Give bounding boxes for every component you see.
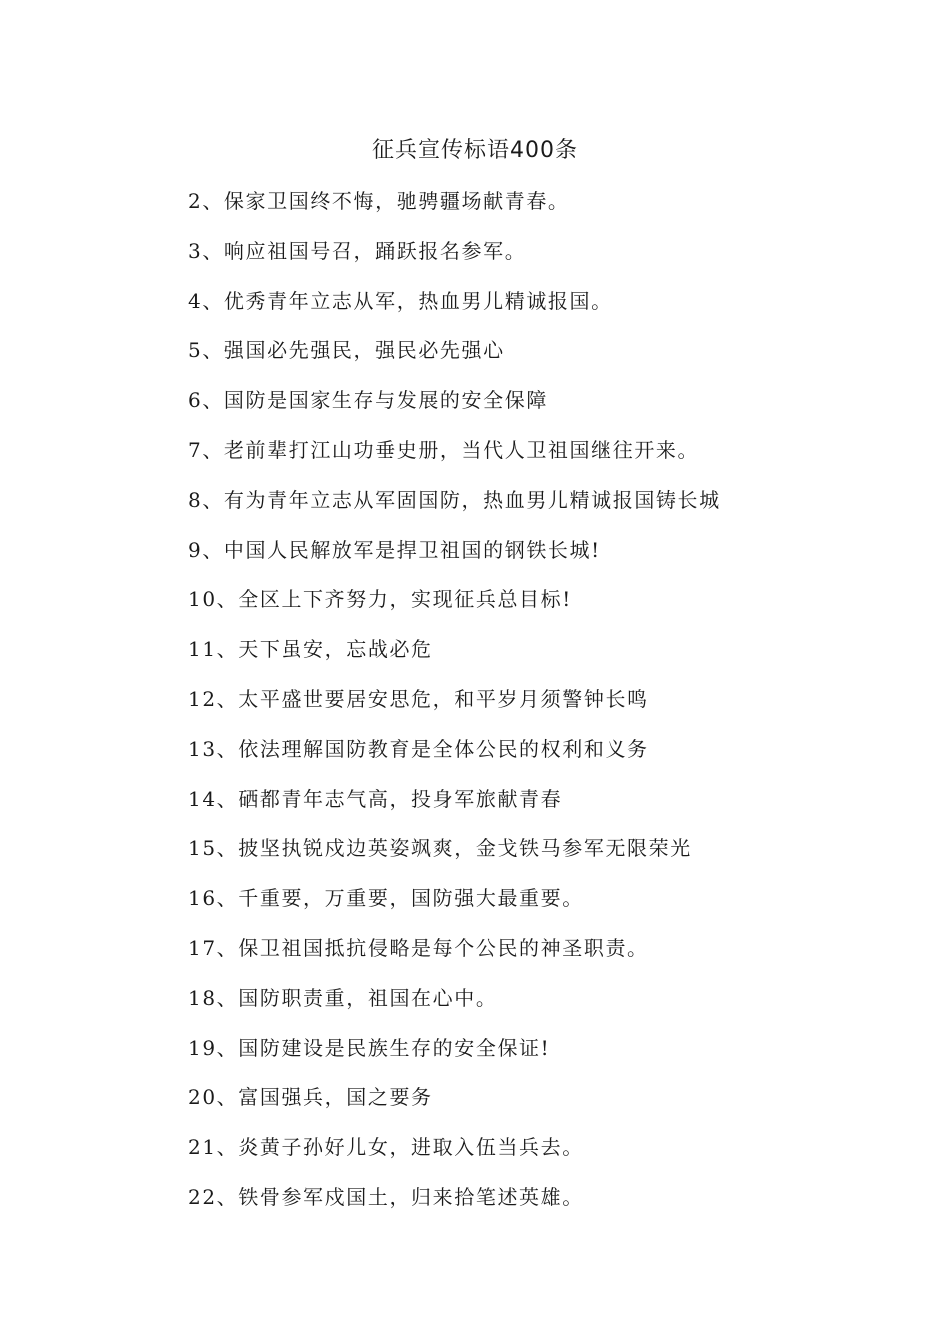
list-item: 5、强国必先强民，强民必先强心 <box>188 338 505 363</box>
list-item: 7、老前辈打江山功垂史册，当代人卫祖国继往开来。 <box>188 437 700 462</box>
list-item: 18、国防职责重，祖国在心中。 <box>188 985 498 1010</box>
list-item: 17、保卫祖国抵抗侵略是每个公民的神圣职责。 <box>188 935 649 960</box>
list-item: 21、炎黄子孙好儿女，进取入伍当兵去。 <box>188 1135 584 1160</box>
list-item: 13、依法理解国防教育是全体公民的权利和义务 <box>188 736 649 761</box>
list-item: 2、保家卫国终不悔，驰骋疆场献青春。 <box>188 189 570 213</box>
list-item: 19、国防建设是民族生存的安全保证! <box>188 1035 551 1060</box>
list-item: 4、优秀青年立志从军，热血男儿精诚报国。 <box>188 288 613 313</box>
list-item: 12、太平盛世要居安思危，和平岁月须警钟长鸣 <box>188 686 649 711</box>
list-item: 14、硒都青年志气高，投身军旅献青春 <box>188 786 563 811</box>
list-item: 6、国防是国家生存与发展的安全保障 <box>188 388 548 413</box>
list-item: 20、富国强兵，国之要务 <box>188 1085 433 1110</box>
list-item: 15、披坚执锐戍边英姿飒爽，金戈铁马参军无限荣光 <box>188 836 692 861</box>
document-title: 征兵宣传标语400条 <box>372 138 578 163</box>
list-item: 16、千重要，万重要，国防强大最重要。 <box>188 886 584 911</box>
list-item: 22、铁骨参军戍国土，归来拾笔述英雄。 <box>188 1184 584 1209</box>
list-item: 8、有为青年立志从军固国防，热血男儿精诚报国铸长城 <box>188 487 721 512</box>
list-item: 9、中国人民解放军是捍卫祖国的钢铁长城! <box>188 537 601 562</box>
list-item: 11、天下虽安，忘战必危 <box>188 637 433 662</box>
slogan-list <box>188 183 908 1229</box>
list-item: 3、响应祖国号召，踊跃报名参军。 <box>188 238 527 263</box>
list-item: 10、全区上下齐努力，实现征兵总目标! <box>188 587 572 612</box>
